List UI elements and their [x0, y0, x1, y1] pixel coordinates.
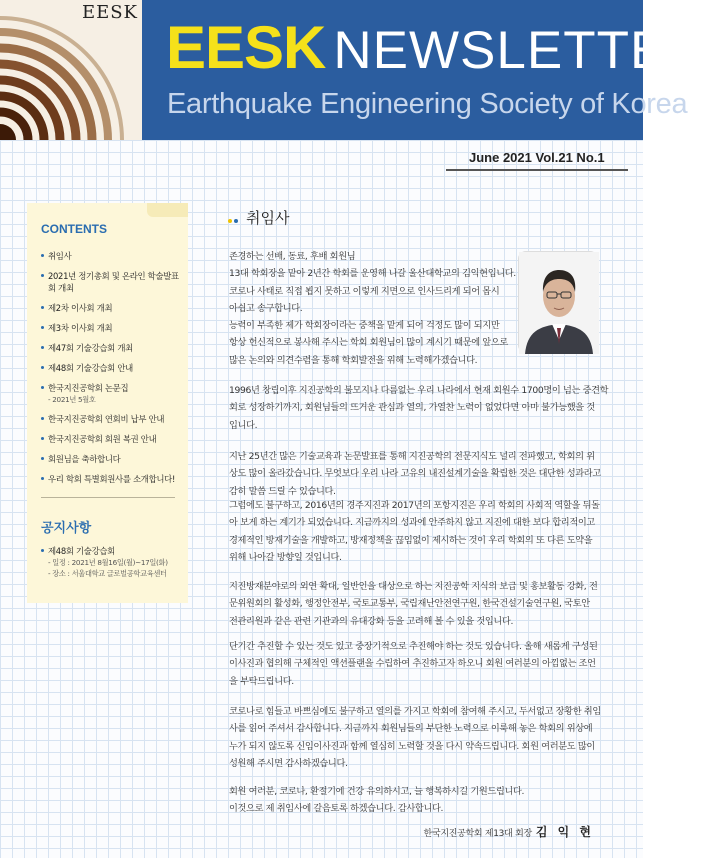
heading-dots-icon	[228, 208, 240, 227]
toc-item[interactable]: 한국지진공학회 연회비 납부 안내	[41, 413, 186, 425]
logo-wordmark: EESK	[81, 2, 138, 23]
notice-list	[41, 545, 186, 587]
notice-date: - 일정 : 2021년 8월16일(월)~17일(화)	[48, 558, 168, 567]
title-eesk: EESK	[166, 14, 326, 81]
paragraph: 지난 25년간 많은 기술교육과 논문발표를 통해 지진공학의 전문지식도 널리 전파했고, 학회의 위 상도 많이 올라갔습니다. 무엇보다 우리 나라 고유의 내진설계기술을 확립한 것은 대단한 성과라고 감히 말씀 드릴 수 있습니다.	[229, 451, 601, 497]
toc-item-sub: - 2021년 5월호	[48, 395, 96, 404]
signature-role: 한국지진공학회 제13대 회장	[423, 829, 532, 839]
paragraph-greeting: 존경하는 선배, 동료, 후배 회원님 13대 학회장을 맡아 2년간 학회를 운영해 나갈 울산대학교의 김익현입니다. 코로나 사태로 직접 뵙지 못하고 이렇게 지면으로 인사드리게 되어 몹시 아쉽고 송구합니다. 능력이 부족한 제가 학회장이라는 중책을 맡게 되어 걱정도 많이 되지만 항상 헌신적으로 봉사해 주시는 학회 회원님이 많이 계시기 때문에 앞으로 많은 논의와 의견수렴을 통해 학회발전을 위해 노력해가겠습니다.	[229, 251, 516, 366]
toc-item[interactable]: 한국지진공학회 논문집 - 2021년 5월호	[41, 382, 186, 405]
society-name: Earthquake Engineering Society of Korea	[167, 88, 688, 120]
toc-item[interactable]: 제47회 기술강습회 개최	[41, 342, 186, 354]
toc-item[interactable]: 2021년 정기총회 및 온라인 학술발표회 개최	[41, 270, 186, 294]
signature-name: 김 익 현	[535, 825, 594, 839]
newsletter-title	[166, 14, 706, 81]
toc-item[interactable]: 제48회 기술강습회 안내	[41, 362, 186, 374]
toc-item[interactable]: 회원님을 축하합니다	[41, 453, 186, 465]
paragraph: 단기간 추진할 수 있는 것도 있고 중장기적으로 추진해야 하는 것도 있습니다. 올해 새롭게 구성된 이사진과 협의해 구체적인 액션플랜을 수립하여 추진하고자 하오니 회원 여러분의 아낌없는 조언 을 부탁드립니다.	[229, 641, 598, 687]
sidebar	[27, 203, 188, 603]
notice-venue: - 장소 : 서울대학교 글로벌공학교육센터	[48, 569, 167, 578]
toc-item[interactable]: 제2차 이사회 개최	[41, 302, 186, 314]
masthead	[0, 0, 706, 140]
contents-list	[41, 250, 186, 493]
issue-divider	[446, 169, 628, 171]
toc-item[interactable]: 취임사	[41, 250, 186, 262]
toc-item[interactable]: 제3차 이사회 개최	[41, 322, 186, 334]
notice-heading: 공지사항	[41, 520, 92, 535]
toc-item[interactable]: 우리 학회 특별회원사를 소개합니다!	[41, 473, 186, 485]
article-heading	[228, 207, 289, 228]
paragraph: 1996년 창립이후 지진공학의 불모지나 다름없는 우리 나라에서 현재 회원수 1700명이 넘는 중견학 회로 성장하기까지, 회원님들의 뜨거운 관심과 열의, 가열찬 노력이 없었다면 아마 불가능했을 것 입니다.	[229, 385, 609, 431]
issue-info: June 2021 Vol.21 No.1	[469, 150, 605, 165]
signature	[424, 823, 594, 840]
notice-item[interactable]: 제48회 기술강습회 - 일정 : 2021년 8월16일(월)~17일(화) - 장소 : 서울대학교 글로벌공학교육센터	[41, 545, 186, 579]
paragraph: 지진방재분야로의 외연 확대, 일반인을 대상으로 하는 지진공학 지식의 보급 및 홍보활동 강화, 전 문위원회의 활성화, 행정안전부, 국토교통부, 국립재난안전연구원, 한국건설기술연구원, 국토안 전관리원과 같은 관련 기관과의 유대강화 등을 고려해 볼 수 있을 것입니다.	[229, 581, 598, 627]
sidebar-tab-decoration	[147, 203, 188, 217]
contents-heading: CONTENTS	[41, 222, 107, 236]
title-newsletter: NEWSLETTER	[333, 21, 706, 80]
eesk-logo	[0, 0, 142, 140]
toc-item[interactable]: 한국지진공학회 회원 복권 안내	[41, 433, 186, 445]
paragraph-closing: 회원 여러분, 코로나, 환절기에 건강 유의하시고, 늘 행복하시길 기원드립니다. 이것으로 제 취임사에 갈음토록 하겠습니다. 감사합니다.	[229, 786, 525, 815]
article-title: 취임사	[246, 209, 290, 227]
sidebar-divider	[41, 497, 175, 498]
paragraph: 코로나로 힘들고 바쁘심에도 불구하고 열의를 가지고 학회에 참여해 주시고, 두서없고 장황한 취임 사를 읽어 주셔서 감사합니다. 지금까지 회원님들의 부단한 노력으로 이룩해 놓은 학회의 위상에 누가 되지 않도록 신임이사진과 함께 열심히 노력할 것을 다시 약속드립니다. 회원 여러분도 많이 성원해 주시면 감사하겠습니다.	[229, 706, 601, 769]
paragraph: 그럼에도 불구하고, 2016년의 경주지진과 2017년의 포항지진은 우리 학회의 사회적 역할을 뒤돌 아 보게 하는 계기가 되었습니다. 지금까지의 성과에 안주하지 않고 지진에 대한 보다 합리적이고 경제적인 방재기술을 개발하고, 방재정책을 끊임없이 제시하는 것이 우리 학회의 또 다른 도약을 위해 나아갈 방향일 것입니다.	[229, 500, 600, 563]
